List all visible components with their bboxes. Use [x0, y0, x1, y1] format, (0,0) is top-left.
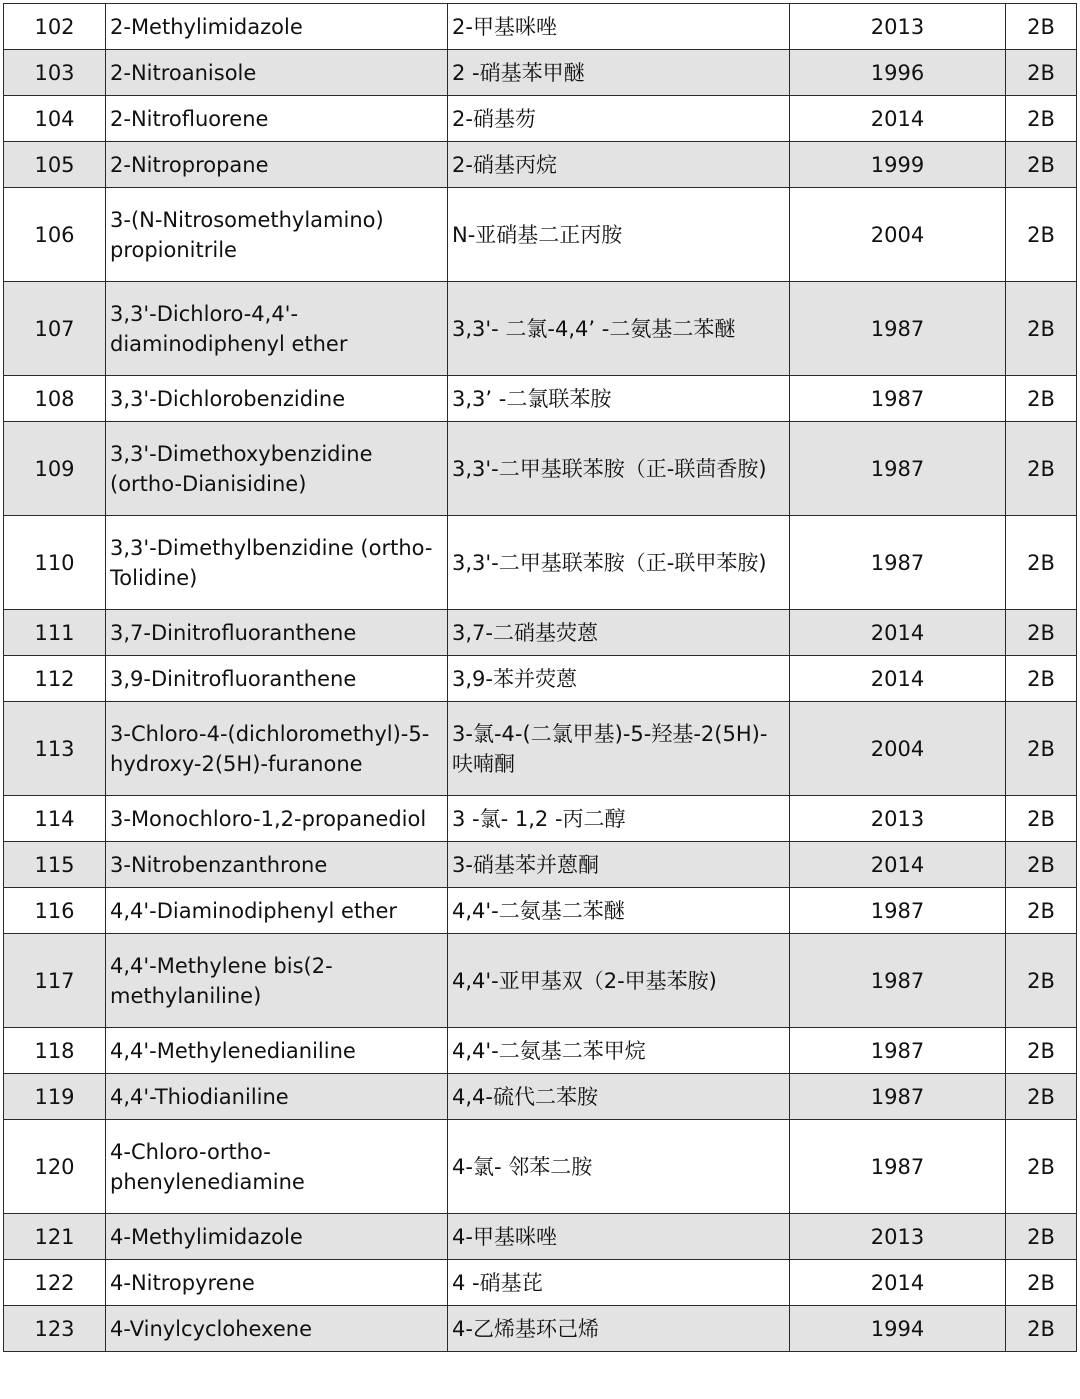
- english-name-cell: 3,9-Dinitrofluoranthene: [106, 656, 448, 702]
- table-row: [4, 1214, 1077, 1260]
- year-cell: 2014: [790, 842, 1006, 888]
- chinese-name-cell: 2-硝基丙烷: [448, 142, 790, 188]
- row-number-cell: 110: [4, 516, 106, 610]
- row-number-cell: 103: [4, 50, 106, 96]
- table-row: [4, 656, 1077, 702]
- group-cell: 2B: [1006, 796, 1077, 842]
- group-cell: 2B: [1006, 50, 1077, 96]
- chinese-name-cell: 4,4'-二氨基二苯甲烷: [448, 1028, 790, 1074]
- chinese-name-cell: 4,4'-二氨基二苯醚: [448, 888, 790, 934]
- year-cell: 1987: [790, 934, 1006, 1028]
- table-row: [4, 1028, 1077, 1074]
- chinese-name-cell: 3-硝基苯并蒽酮: [448, 842, 790, 888]
- row-number-cell: 114: [4, 796, 106, 842]
- chinese-name-cell: 4-乙烯基环己烯: [448, 1306, 790, 1352]
- year-cell: 2014: [790, 656, 1006, 702]
- chinese-name-cell: N-亚硝基二正丙胺: [448, 188, 790, 282]
- year-cell: 1987: [790, 888, 1006, 934]
- year-cell: 2004: [790, 188, 1006, 282]
- english-name-cell: 2-Nitroanisole: [106, 50, 448, 96]
- year-cell: 1987: [790, 422, 1006, 516]
- group-cell: 2B: [1006, 610, 1077, 656]
- english-name-cell: 3-Nitrobenzanthrone: [106, 842, 448, 888]
- english-name-cell: 4,4'-Diaminodiphenyl ether: [106, 888, 448, 934]
- group-cell: 2B: [1006, 1214, 1077, 1260]
- table-row: [4, 1074, 1077, 1120]
- english-name-cell: 3-Monochloro-1,2-propanediol: [106, 796, 448, 842]
- english-name-cell: 3-(N-Nitrosomethylamino) propionitrile: [106, 188, 448, 282]
- table-row: [4, 702, 1077, 796]
- group-cell: 2B: [1006, 4, 1077, 50]
- row-number-cell: 107: [4, 282, 106, 376]
- table-row: [4, 422, 1077, 516]
- english-name-cell: 4-Vinylcyclohexene: [106, 1306, 448, 1352]
- chinese-name-cell: 4,4'-亚甲基双（2-甲基苯胺): [448, 934, 790, 1028]
- table-row: [4, 50, 1077, 96]
- english-name-cell: 3,3'-Dimethylbenzidine (ortho-Tolidine): [106, 516, 448, 610]
- group-cell: 2B: [1006, 656, 1077, 702]
- table-row: [4, 934, 1077, 1028]
- year-cell: 1999: [790, 142, 1006, 188]
- group-cell: 2B: [1006, 842, 1077, 888]
- english-name-cell: 3,3'-Dichloro-4,4'-diaminodiphenyl ether: [106, 282, 448, 376]
- year-cell: 2013: [790, 4, 1006, 50]
- chinese-name-cell: 2-硝基芴: [448, 96, 790, 142]
- group-cell: 2B: [1006, 422, 1077, 516]
- table-body: [4, 4, 1077, 1352]
- group-cell: 2B: [1006, 934, 1077, 1028]
- english-name-cell: 4,4'-Methylenedianiline: [106, 1028, 448, 1074]
- english-name-cell: 3,3'-Dimethoxybenzidine (ortho-Dianisidine): [106, 422, 448, 516]
- year-cell: 1987: [790, 516, 1006, 610]
- row-number-cell: 111: [4, 610, 106, 656]
- english-name-cell: 4-Nitropyrene: [106, 1260, 448, 1306]
- row-number-cell: 123: [4, 1306, 106, 1352]
- table-row: [4, 1120, 1077, 1214]
- carcinogen-table: [3, 3, 1077, 1352]
- group-cell: 2B: [1006, 1260, 1077, 1306]
- table-row: [4, 96, 1077, 142]
- row-number-cell: 120: [4, 1120, 106, 1214]
- group-cell: 2B: [1006, 888, 1077, 934]
- table-row: [4, 842, 1077, 888]
- year-cell: 2013: [790, 1214, 1006, 1260]
- chinese-name-cell: 2 -硝基苯甲醚: [448, 50, 790, 96]
- row-number-cell: 122: [4, 1260, 106, 1306]
- year-cell: 2014: [790, 610, 1006, 656]
- chinese-name-cell: 4 -硝基芘: [448, 1260, 790, 1306]
- row-number-cell: 104: [4, 96, 106, 142]
- group-cell: 2B: [1006, 96, 1077, 142]
- row-number-cell: 115: [4, 842, 106, 888]
- row-number-cell: 116: [4, 888, 106, 934]
- year-cell: 1987: [790, 376, 1006, 422]
- chinese-name-cell: 4-甲基咪唑: [448, 1214, 790, 1260]
- group-cell: 2B: [1006, 188, 1077, 282]
- english-name-cell: 3-Chloro-4-(dichloromethyl)-5-hydroxy-2(5H)-furanone: [106, 702, 448, 796]
- year-cell: 2014: [790, 96, 1006, 142]
- table-row: [4, 1306, 1077, 1352]
- table-row: [4, 4, 1077, 50]
- year-cell: 2004: [790, 702, 1006, 796]
- chinese-name-cell: 3,3’ -二氯联苯胺: [448, 376, 790, 422]
- year-cell: 1987: [790, 1074, 1006, 1120]
- table-row: [4, 1260, 1077, 1306]
- year-cell: 1987: [790, 282, 1006, 376]
- chinese-name-cell: 3,7-二硝基荧蒽: [448, 610, 790, 656]
- group-cell: 2B: [1006, 142, 1077, 188]
- group-cell: 2B: [1006, 1120, 1077, 1214]
- chinese-name-cell: 2-甲基咪唑: [448, 4, 790, 50]
- chinese-name-cell: 3 -氯- 1,2 -丙二醇: [448, 796, 790, 842]
- row-number-cell: 112: [4, 656, 106, 702]
- row-number-cell: 118: [4, 1028, 106, 1074]
- year-cell: 1994: [790, 1306, 1006, 1352]
- english-name-cell: 4,4'-Thiodianiline: [106, 1074, 448, 1120]
- group-cell: 2B: [1006, 1074, 1077, 1120]
- english-name-cell: 3,3'-Dichlorobenzidine: [106, 376, 448, 422]
- english-name-cell: 4-Chloro-ortho-phenylenediamine: [106, 1120, 448, 1214]
- year-cell: 2013: [790, 796, 1006, 842]
- row-number-cell: 113: [4, 702, 106, 796]
- chinese-name-cell: 3,3'-二甲基联苯胺（正-联甲苯胺): [448, 516, 790, 610]
- english-name-cell: 4,4'-Methylene bis(2-methylaniline): [106, 934, 448, 1028]
- english-name-cell: 2-Nitrofluorene: [106, 96, 448, 142]
- group-cell: 2B: [1006, 282, 1077, 376]
- english-name-cell: 3,7-Dinitrofluoranthene: [106, 610, 448, 656]
- table-row: [4, 188, 1077, 282]
- chinese-name-cell: 4,4-硫代二苯胺: [448, 1074, 790, 1120]
- english-name-cell: 2-Nitropropane: [106, 142, 448, 188]
- group-cell: 2B: [1006, 1306, 1077, 1352]
- year-cell: 1987: [790, 1028, 1006, 1074]
- year-cell: 1987: [790, 1120, 1006, 1214]
- chinese-name-cell: 4-氯- 邻苯二胺: [448, 1120, 790, 1214]
- row-number-cell: 108: [4, 376, 106, 422]
- table-row: [4, 376, 1077, 422]
- row-number-cell: 121: [4, 1214, 106, 1260]
- english-name-cell: 2-Methylimidazole: [106, 4, 448, 50]
- group-cell: 2B: [1006, 702, 1077, 796]
- row-number-cell: 119: [4, 1074, 106, 1120]
- group-cell: 2B: [1006, 516, 1077, 610]
- row-number-cell: 105: [4, 142, 106, 188]
- chinese-name-cell: 3-氯-4-(二氯甲基)-5-羟基-2(5H)-呋喃酮: [448, 702, 790, 796]
- group-cell: 2B: [1006, 1028, 1077, 1074]
- row-number-cell: 102: [4, 4, 106, 50]
- table-row: [4, 142, 1077, 188]
- row-number-cell: 106: [4, 188, 106, 282]
- group-cell: 2B: [1006, 376, 1077, 422]
- table-row: [4, 796, 1077, 842]
- chinese-name-cell: 3,3'- 二氯-4,4’ -二氨基二苯醚: [448, 282, 790, 376]
- chinese-name-cell: 3,3'-二甲基联苯胺（正-联茴香胺): [448, 422, 790, 516]
- chinese-name-cell: 3,9-苯并荧蒽: [448, 656, 790, 702]
- row-number-cell: 117: [4, 934, 106, 1028]
- table-row: [4, 610, 1077, 656]
- table-row: [4, 516, 1077, 610]
- row-number-cell: 109: [4, 422, 106, 516]
- year-cell: 2014: [790, 1260, 1006, 1306]
- table-row: [4, 282, 1077, 376]
- year-cell: 1996: [790, 50, 1006, 96]
- table-row: [4, 888, 1077, 934]
- english-name-cell: 4-Methylimidazole: [106, 1214, 448, 1260]
